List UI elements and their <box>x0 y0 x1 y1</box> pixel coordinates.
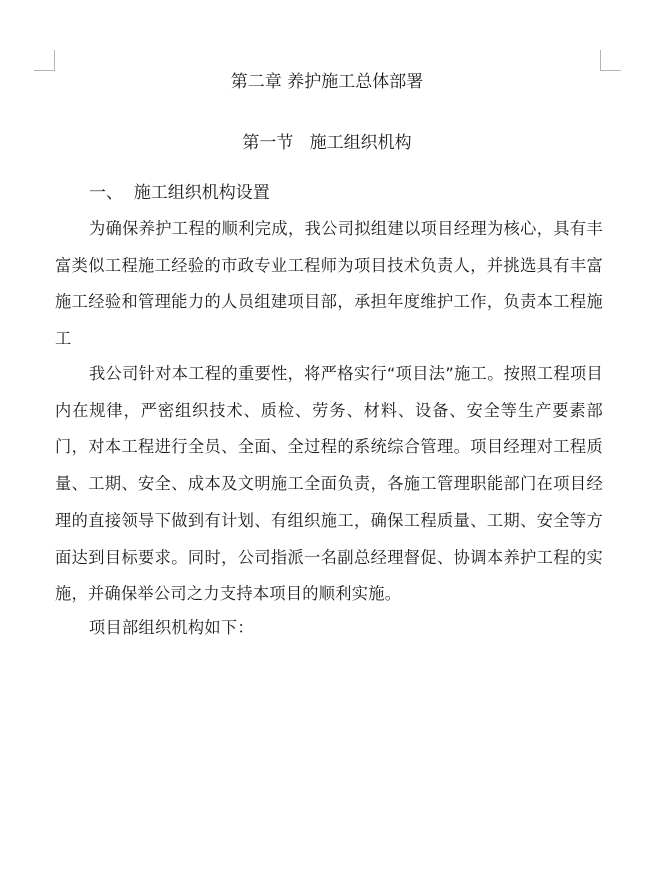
chapter-title: 第二章 养护施工总体部署 <box>230 72 424 92</box>
page-corner-mark-top-right <box>600 50 621 71</box>
section-title: 第一节 施工组织机构 <box>242 133 412 153</box>
paragraph-1: 为确保养护工程的顺利完成，我公司拟组建以项目经理为核心，具有丰富类似工程施工经验的市政专业工程师为项目技术负责人，并挑选具有丰富施工经验和管理能力的人员组建项目部，承担年度维护工作，负责本工程施工 <box>55 219 603 349</box>
paragraph-3: 项目部组织机构如下： <box>89 618 254 637</box>
page-corner-mark-top-left <box>34 50 55 71</box>
subheading: 一、 施工组织机构设置 <box>89 183 270 203</box>
paragraph-2: 我公司针对本工程的重要性，将严格实行“项目法”施工。按照工程项目内在规律，严密组织技术、质检、劳务、材料、设备、安全等生产要素部门，对本工程进行全员、全面、全过程的系统综合管理。项目经理对工程质量、工期、安全、成本及文明施工全面负责，各施工管理职能部门在项目经理的直接领导下做到有计划、有组织施工，确保工程质量、工期、安全等方面达到目标要求。同时，公司指派一名副总经理督促、协调本养护工程的实施，并确保举公司之力支持本项目的顺利实施。 <box>55 364 603 604</box>
